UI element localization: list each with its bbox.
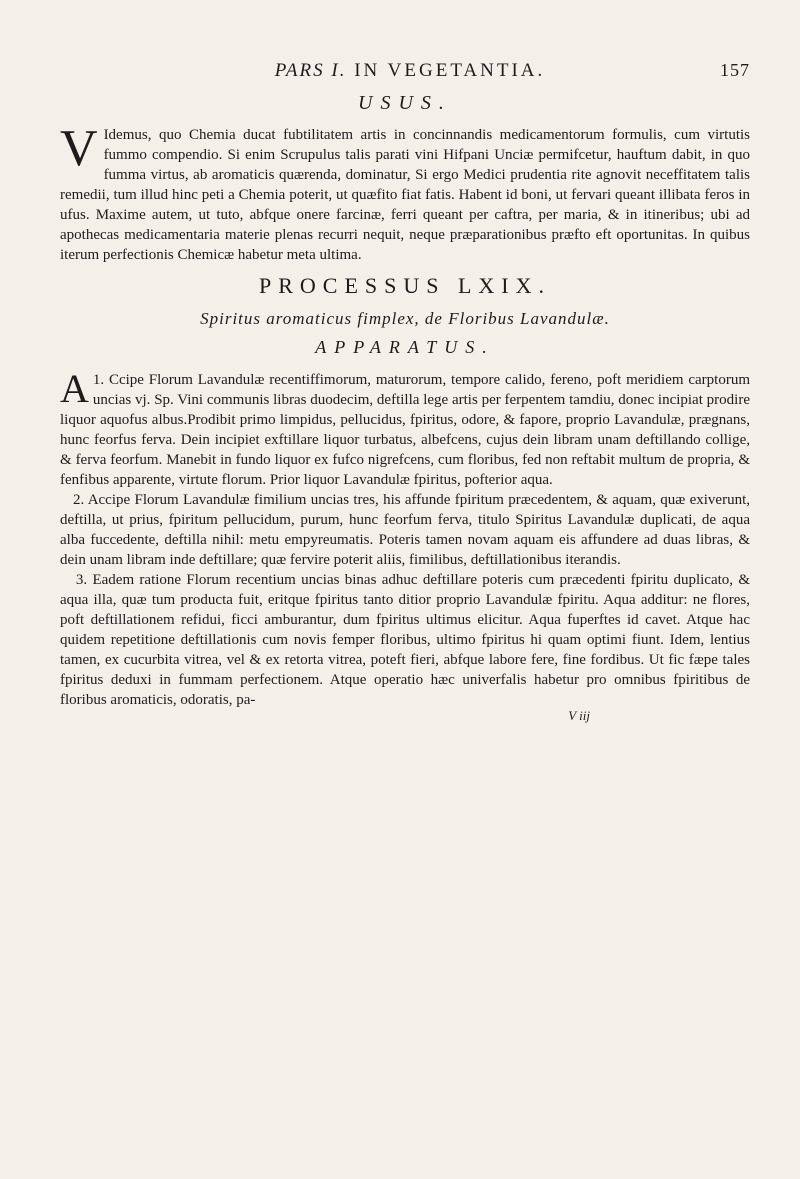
section-title: USUS. bbox=[358, 92, 452, 114]
paragraph-3 bbox=[60, 570, 750, 710]
running-head-center: IN VEGETANTIA. bbox=[354, 60, 546, 81]
signature-mark: V iij bbox=[568, 708, 590, 723]
paragraph-2 bbox=[60, 490, 750, 570]
intro-dropcap: V bbox=[60, 120, 98, 177]
paragraph-1-number: 1. bbox=[92, 372, 105, 388]
paragraph-1 bbox=[60, 366, 751, 490]
page bbox=[60, 60, 750, 724]
paragraph-3-text: Eadem ratione Florum recentium uncias binas adhuc deftillare poteris cum præcedenti fpiritu duplicato, & aqua illa, quæ tum producta fuit, eritque fpiritus tanto ditior proprio Lavandulæ fpiritu. Aqua additur: ne flores, poft deftillationem refidui, ficci amburantur, dum fpiritus ultimus elicitur. Aqua fuperftes id cavet. Atque hac quidem repetitione deftillationis cum novis femper floribus, ultimo fpiritus hi quam optimi fiunt. Idem, lentius tamen, ex cucurbita vitrea, vel & ex retorta vitrea, poteft fieri, abfque labore fere, fine fordibus. Ut fic fæpe tales fpiritus deduxi in fummam perfectionem. Atque operatio hæc univerfalis habetur pro omnibus fpiritibus de floribus aromaticis, odoratis, pa- bbox=[60, 572, 751, 708]
processus-heading: PROCESSUS LXIX. bbox=[258, 273, 552, 298]
paragraph-1-dropcap: A bbox=[60, 366, 89, 411]
recipe-subtitle: Spiritus aromaticus fimplex, de Floribus Lavandulæ. bbox=[200, 309, 610, 328]
running-head-left: PARS I. bbox=[274, 60, 347, 81]
paragraph-3-number: 3. bbox=[75, 572, 88, 588]
page-number: 157 bbox=[720, 60, 750, 80]
paragraph-1-text: Ccipe Florum Lavandulæ recentiffimorum, maturorum, tempore calido, fereno, poft meridiem carptorum uncias vj. Sp. Vini communis libras duodecim, deftilla lege artis per ferpentem tamdiu, donec incipiat prodire liquor aquofus albus.Prodibit primo limpidus, pellucidus, fpiritus, odore, & fapore, proprio Lavandulæ, prægnans, hunc feorfus ferva. Dein incipiet exftillare liquor turbatus, albefcens, cujus dein libram unam deftillando collige, & ferva feorfum. Manebit in fundo liquor ex fufco nigrefcens, cum floribus, fed non reftabit multum de propria, & fenfibus apparente, virtute florum. Prior liquor Lavandulæ fpiritus, pofterior aqua. bbox=[60, 372, 751, 488]
paragraph-2-text: Accipe Florum Lavandulæ fimilium uncias tres, his affunde fpiritum præcedentem, & aquam, quæ exiverunt, deftilla, ut prius, fpiritum pellucidum, purum, hunc feorfum ferva, titulo Spiritus Lavandulæ duplicati, de aqua alba fuccedente, deftilla nihil: metu empyreumatis. Poteris tamen novam aquam eis affundere ad duas libras, & dein unam libram inde deftillare; quæ fervire poterit aliis, fimilibus, deftillationibus iterandis. bbox=[60, 492, 750, 568]
running-head bbox=[60, 60, 750, 82]
intro-text: Idemus, quo Chemia ducat fubtilitatem artis in concinnandis medicamentorum formulis, cum virtutis fummo compendio. Si enim Scrupulus talis parati vini Hifpani Unciæ permifcetur, hauftum dabit, in quo fumma virtus, ab aromaticis quærenda, dominatur, Si ergo Medici prudentia rite agnovit neceffitatem talis remedii, tum illud hinc peti a Chemia poterit, ut quæfito fiat fatis. Habent id boni, ut fervari queant illibata feros in ufus. Maxime autem, ut tuto, abfque onere farcinæ, ferri queant per caftra, per maria, & in itineribus; ubi ad apothecas medicamentaria materie plenas recurri nequit, neque præparationibus præfto eft oportunitas. In quibus iterum perfectionis Chemicæ habetur meta ultima. bbox=[60, 127, 750, 263]
intro-paragraph bbox=[60, 120, 750, 265]
apparatus-heading: APPARATUS. bbox=[315, 337, 495, 357]
paragraph-2-number: 2. bbox=[72, 492, 85, 508]
